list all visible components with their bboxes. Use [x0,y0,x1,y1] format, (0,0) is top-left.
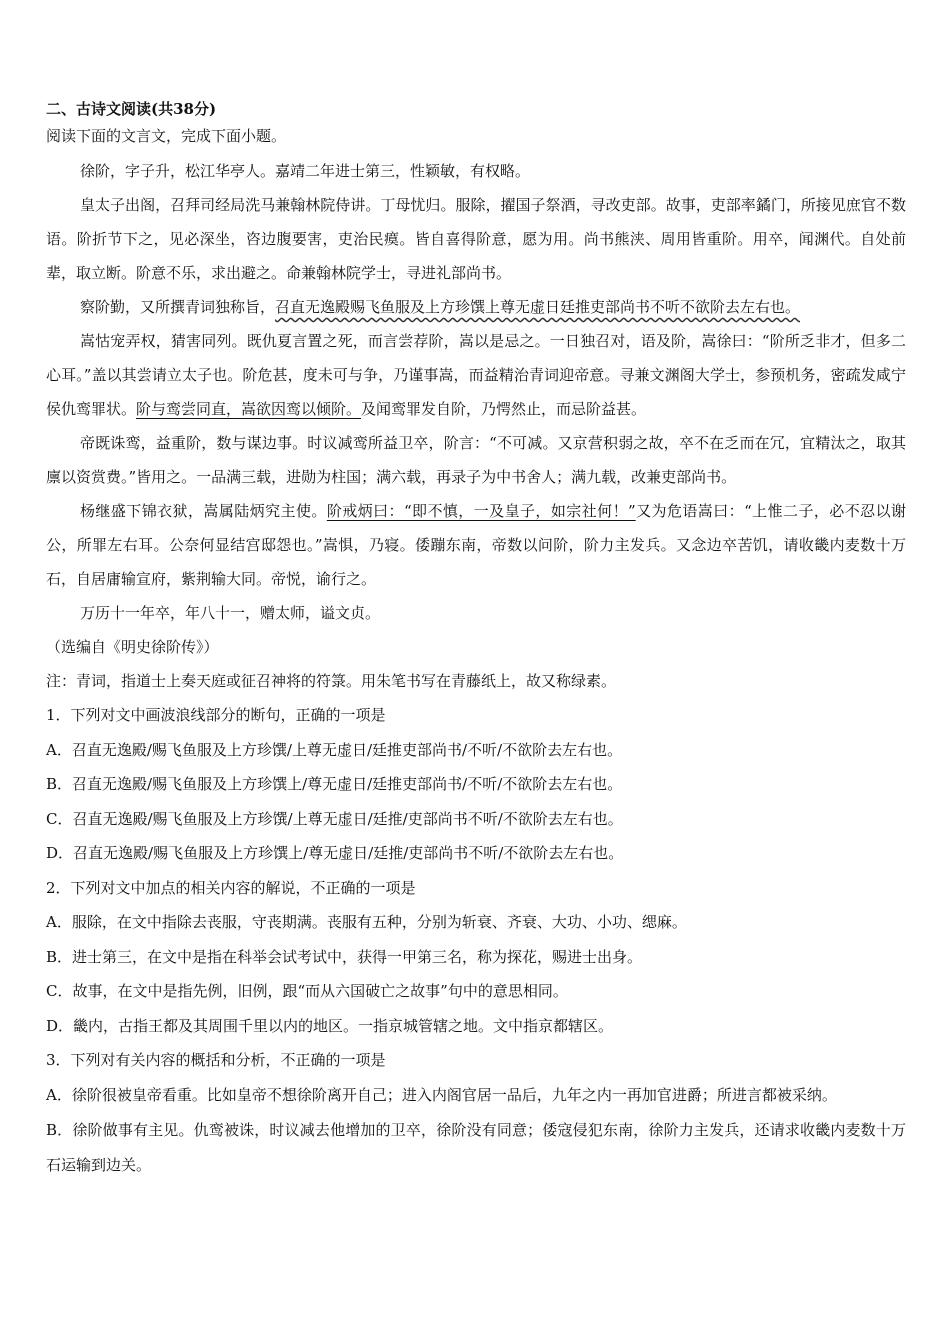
p6-text: 杨继盛下锦衣狱，嵩属陆炳究主使。 [80,502,327,520]
passage-paragraph-3 [46,290,906,324]
p3-text: 察阶勤，又所撰青词独称旨， [80,298,276,316]
question-2-option-d: D．畿内，古指王都及其周围千里以内的地区。一指京城管辖之地。文中指京都辖区。 [46,1016,614,1035]
question-2-option-c: C．故事，在文中是指先例，旧例，跟“而从六国破亡之故事”句中的意思相同。 [46,982,568,1000]
question-1-stem: 1．下列对文中画波浪线部分的断句，正确的一项是 [46,706,386,724]
passage-paragraph-4 [46,324,906,426]
section-title: 二、古诗文阅读(共38分) [46,100,217,118]
instruction: 阅读下面的文言文，完成下面小题。 [46,127,287,145]
document-page [46,96,906,1183]
passage-paragraph-2: 皇太子出阁，召拜司经局洗马兼翰林院侍讲。丁母忧归。服除，擢国子祭酒，寻改吏部。故事，吏部率鐍门，所接见庶官不数语。阶折节下之，见必深坐，咨边腹要害，吏治民瘼。皆自喜得阶意，愿为用。尚书熊浃、周用皆重阶。用卒，闻渊代。自处前辈，取立断。阶意不乐，求出避之。命兼翰林院学士，寻进礼部尚书。 [46,196,906,282]
passage-paragraph-5: 帝既诛鸾，益重阶，数与谋边事。时议减鸾所益卫卒，阶言：“不可减。又京营积弱之故，卒不在乏而在冗，宜精汰之，取其廪以资赏费。”皆用之。一品满三载，进勋为柱国；满六载，再录子为中书舍人；满九载，改兼吏部尚书。 [46,434,906,486]
question-2-stem: 2．下列对文中加点的相关内容的解说，不正确的一项是 [46,878,416,897]
p4-text: 嵩怙宠弄权，猜害同列。既仇夏言置之死，而言尝荐阶，嵩以是忌之。一日独召对，语及阶，嵩徐曰：“阶所乏非才，但多二心耳。”盖以其尝请立太子也。阶危甚，度未可与争，乃谨事嵩，而益精治青词迎帝意。寻兼文渊阁大学士，参预机务，密疏发咸宁侯仇鸾罪状。 [46,332,906,418]
p6-text-end: 又为危语嵩曰：“上惟二子，必不忍以谢公，所罪左右耳。公奈何显结宫邸怨也。”嵩惧，乃寝。倭蹦东南，帝数以问阶，阶力主发兵。又念边卒苦饥，请收畿内麦数十万石，自居庸输宣府，紫荆输大同。帝悦，谕行之。 [46,502,906,588]
question-2-option-b: B．进士第三，在文中是指在科举会试考试中，获得一甲第三名，称为探花，赐进士出身。 [46,947,643,966]
underlined-text-2: 阶戒炳曰：“即不慎，一及皇子，如宗社何！” [326,502,636,520]
wavy-underlined-text: 召直无逸殿赐飞鱼服及上方珍馔上尊无虚日廷推吏部尚书不听不欲阶去左右也。 [275,298,801,316]
question-2-option-a: A．服除，在文中指除去丧服，守丧期满。丧服有五种，分别为斩衰、齐衰、大功、小功、缌麻。 [46,913,687,931]
underlined-text-1: 阶与鸾尝同直，嵩欲因鸾以倾阶。 [136,400,362,418]
question-3-option-a: A．徐阶很被皇帝看重。比如皇帝不想徐阶离开自己；进入内阁官居一品后，九年之内一再加官进爵；所进言都被采纳。 [46,1085,837,1104]
question-3-stem: 3．下列对有关内容的概括和分析，不正确的一项是 [46,1051,386,1069]
passage-paragraph-7: 万历十一年卒，年八十一，赠太师，谥文贞。 [80,604,381,622]
question-1-option-d: D．召直无逸殿/赐飞鱼服及上方珍馔上/尊无虚日/廷推/吏部尚书不听/不欲阶去左右也。 [46,844,624,862]
question-1-option-c: C．召直无逸殿/赐飞鱼服及上方珍馔/上尊无虚日/廷推/吏部尚书不听/不欲阶去左右也。 [46,809,623,828]
question-3-option-b: B．徐阶做事有主见。仇鸾被诛，时议减去他增加的卫卒，徐阶没有同意；倭寇侵犯东南，徐阶力主发兵，还请求收畿内麦数十万石运输到边关。 [46,1120,906,1174]
passage-paragraph-1: 徐阶，字子升，松江华亭人。嘉靖二年进士第三，性颖敏，有权略。 [80,162,531,180]
passage-source: （选编自《明史徐阶传》） [46,638,219,656]
p4-text-end: 及闻鸾罪发自阶，乃愕然止，而忌阶益甚。 [361,400,647,418]
question-1-option-a: A．召直无逸殿/赐飞鱼服及上方珍馔/上尊无虚日/廷推吏部尚书/不听/不欲阶去左右也。 [46,740,623,759]
question-1-option-b: B．召直无逸殿/赐飞鱼服及上方珍馔上/尊无虚日/廷推吏部尚书/不听/不欲阶去左右也。 [46,775,623,793]
passage-paragraph-6 [46,494,906,596]
passage-note: 注：青词，指道士上奏天庭或征召神将的符箓。用朱笔书写在青藤纸上，故又称绿素。 [46,672,617,690]
